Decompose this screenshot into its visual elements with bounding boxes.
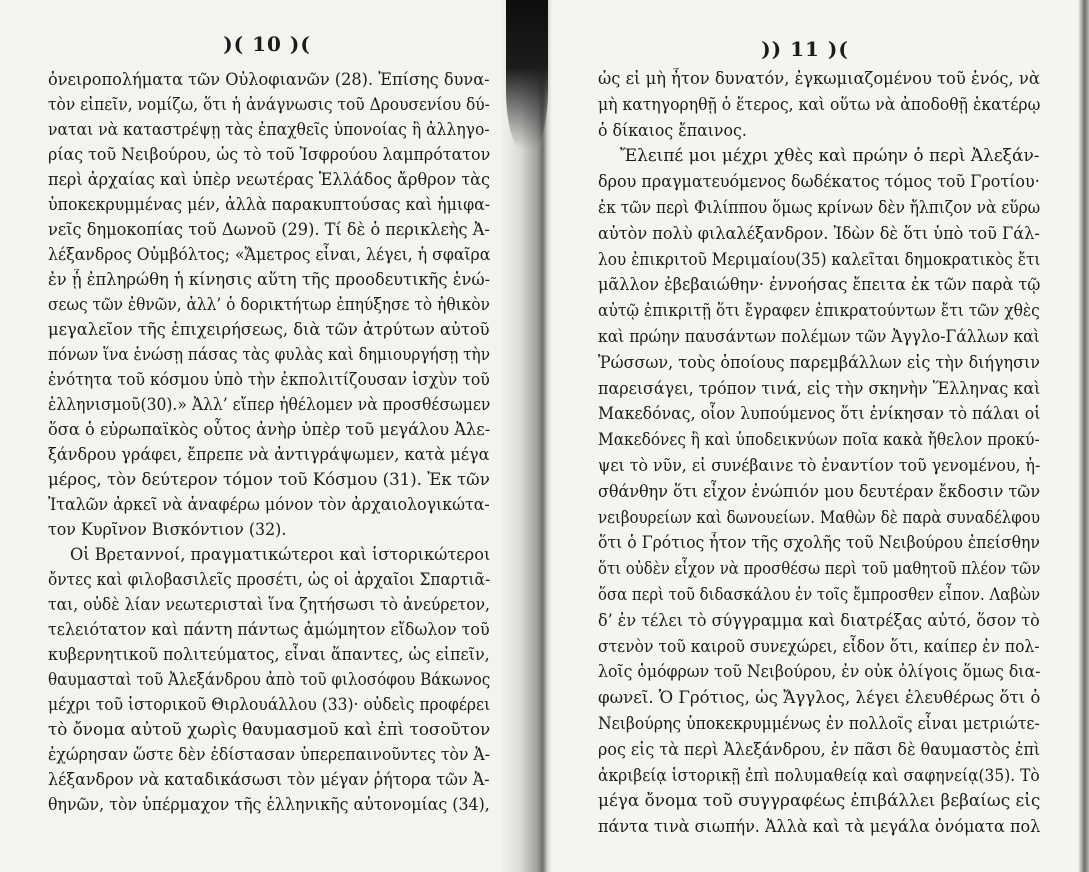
text-line: ὅσα ὁ εὐρωπαϊκὸς οὗτος ἀνὴρ ὑπὲρ τοῦ μεγάλου Ἀλε- bbox=[48, 420, 490, 440]
text-line: σεως τῶν ἐθνῶν, ἀλλ’ ὁ δορικτήτωρ ἐπηύξησε τὸ ἠθικὸν bbox=[48, 295, 490, 315]
text-line: τον Κυρῖνον Βισκόντιον (32). bbox=[48, 520, 287, 540]
text-line: ὄντες καὶ φιλοβασιλεῖς προσέτι, ὡς οἱ ἀρχαῖοι Σπαρτιᾶ- bbox=[48, 570, 490, 590]
text-line: τὸν εἰπεῖν, νομίζω, ὅτι ἡ ἀνάγνωσις τοῦ Δρουσενίου δύ- bbox=[48, 95, 490, 115]
text-line: Ἔλειπέ μοι μέχρι χθὲς καὶ πρώην ὁ περὶ Ἀλεξάν- bbox=[620, 146, 1040, 167]
text-line: Ἰταλῶν ἀρκεῖ νὰ ἀναφέρω μόνον τὸν ἀρχαιολογικώτα- bbox=[48, 495, 490, 515]
text-line: αὐτὸν πολὺ φιλαλέξανδρον. Ἰδὼν δὲ ὅτι ὑπὸ τοῦ Γάλ- bbox=[598, 223, 1040, 244]
text-line: Νειβούρης ὑποκεκρυμμένως ἐν πολλοῖς εἶναι μετριώτε- bbox=[598, 713, 1040, 734]
text-line: νεῖς δημοκοπίας τοῦ Δωνοῦ (29). Τί δὲ ὁ περικλεὴς Ἀ- bbox=[48, 220, 490, 240]
text-line: ὁ δίκαιος ἔπαινος. bbox=[598, 120, 747, 141]
text-line: δ’ ἐν τέλει τὸ σύγγραμμα καὶ διατρέξας αὐτό, ὅσον τὸ bbox=[598, 610, 1040, 631]
text-line: ἐκ τῶν περὶ Φιλίππου ὅμως κρίνων δὲν ἤλπιζον νὰ εὕρω bbox=[598, 197, 1040, 218]
right-text-column bbox=[598, 67, 1040, 841]
text-line: τελειότατον καὶ πάντη πάντως ἀμώμητον εἴδωλον τοῦ bbox=[48, 620, 490, 640]
text-line: καὶ πρώην παυσάντων πολέμων τῶν Ἀγγλο-Γάλλων καὶ bbox=[598, 326, 1040, 347]
text-line: ἑνότητα τοῦ κόσμου ὑπὸ τὴν ἐκπολιτίζουσαν ἰσχὺν τοῦ bbox=[48, 370, 490, 390]
text-line: φωνεῖ. Ὁ Γρότιος, ὡς Ἄγγλος, λέγει ἐλευθέρως ὅτι ὁ bbox=[598, 688, 1040, 709]
text-line: Μακεδόνας, οἷον λυπούμενος ὅτι ἐνίκησαν τὸ πάλαι οἱ bbox=[598, 404, 1040, 425]
text-line: ὅτι οὐδὲν εἶχον νὰ προσθέσω περὶ τοῦ μαθητοῦ πλέον τῶν bbox=[598, 559, 1040, 580]
text-line: ρος εἰς τὰ περὶ Ἀλεξάνδρου, ἐν πᾶσι δὲ θαυμαστὸς ἐπὶ bbox=[598, 739, 1040, 760]
text-line: θαυμασταὶ τοῦ Ἀλεξάνδρου ἀπὸ τοῦ φιλοσόφου Βάκωνος bbox=[48, 670, 490, 690]
text-line: παρεισάγει, τρόπον τινά, εἰς τὴν σκηνὴν Ἕλληνας καὶ bbox=[598, 378, 1040, 399]
text-line: ὀνειροπολήματα τῶν Οὐλοφιανῶν (28). Ἐπίσης δυνα- bbox=[48, 70, 490, 90]
text-line: Οἱ Βρεταννοί, πραγματικώτεροι καὶ ἱστορικώτεροι bbox=[70, 545, 490, 565]
text-line: σθάνθην ὅτι εἶχον ἐνώπιόν μου δευτέραν ἔκδοσιν τῶν bbox=[598, 481, 1040, 502]
text-line: μέρος, τὸν δεύτερον τόμον τοῦ Κόσμου (31). Ἐκ τῶν bbox=[48, 470, 490, 490]
page-number-right: )) 11 )( bbox=[761, 37, 849, 61]
text-line: ρίας τοῦ Νειβούρου, ὡς τὸ τοῦ Ἰσφρούου λαμπρότατον bbox=[48, 145, 490, 165]
text-line: ξάνδρου γράφει, ἔπρεπε νὰ ἀντιγράψωμεν, κατὰ μέγα bbox=[48, 445, 490, 465]
text-line: ται, οὐδὲ λίαν νεωτερισταὶ ἵνα ζητήσωσι τὸ ἀνεύρετον, bbox=[48, 595, 490, 615]
text-line: ἑλληνισμοῦ(30).» Ἀλλ’ εἴπερ ἠθέλομεν νὰ προσθέσωμεν bbox=[48, 395, 490, 415]
text-line: λοῖς ὁμόφρων τοῦ Νειβούρου, ἐν οὐκ ὀλίγοις ὅμως δια- bbox=[598, 662, 1040, 683]
text-line: ἐχώρησαν ὥστε δὲν ἐδίστασαν ὑπερεπαινοῦντες τὸν Ἀ- bbox=[48, 745, 490, 765]
text-line: ἐν ᾗ ἐπληρώθη ἡ κίνησις αὕτη τῆς προοδευτικῆς ἑνώ- bbox=[48, 270, 490, 290]
text-line: ὅτι ὁ Γρότιος ἦτον τῆς σχολῆς τοῦ Νειβούρου ἐπείσθην bbox=[598, 533, 1040, 554]
text-line: τὸ ὄνομα αὐτοῦ χωρὶς θαυμασμοῦ καὶ ἐπὶ τοσοῦτον bbox=[48, 720, 490, 740]
page-number-left: )( 10 )( bbox=[223, 32, 311, 56]
text-line: κυβερνητικοῦ πολιτεύματος, εἶναι ἅπαντες, ὡς εἰπεῖν, bbox=[48, 645, 490, 665]
page-edge-shadow bbox=[1078, 0, 1089, 872]
text-line: νειβουρείων καὶ δωνουείων. Μαθὼν δὲ παρὰ συναδέλφου bbox=[598, 507, 1040, 528]
text-line: περὶ ἀρχαίας καὶ ὑπὲρ νεωτέρας Ἑλλάδος ἄρθρον τὰς bbox=[48, 170, 490, 190]
text-line: θηνῶν, τὸν ὑπέρμαχον τῆς ἑλληνικῆς αὐτονομίας (34), bbox=[48, 795, 490, 815]
text-line: ἀκριβείᾳ ἱστορικῇ ἐπὶ πολυμαθείᾳ καὶ σαφηνείᾳ(35). Τὸ bbox=[598, 765, 1040, 786]
paragraph bbox=[48, 543, 490, 818]
text-line: λέξανδρον νὰ καταδικάσωσι τὸν μέγαν ῥήτορα τῶν Ἀ- bbox=[48, 770, 490, 790]
text-line: ὑποκεκρυμμένας μέν, ἀλλὰ παρακυπτούσας καὶ ἡμιφα- bbox=[48, 195, 490, 215]
paragraph bbox=[598, 144, 1040, 841]
text-line: Μακεδόνες ἢ καὶ ὑποδεικνύων ποῖα κακὰ ἤθελον προκύ- bbox=[598, 430, 1040, 451]
text-line: ὅσα περὶ τοῦ διδασκάλου ἐν τοῖς ἔμπροσθεν εἶπον. Λαβὼν bbox=[598, 584, 1040, 605]
paragraph bbox=[48, 68, 490, 543]
text-line: ψει τὸ νῦν, εἰ συνέβαινε τὸ ἐναντίον τοῦ γενομένου, ἠ- bbox=[598, 455, 1040, 476]
paragraph bbox=[598, 67, 1040, 144]
text-line: μᾶλλον ἐβεβαιώθην· ἐννοήσας ἔπειτα ἐκ τῶν παρὰ τῷ bbox=[598, 275, 1040, 296]
text-line: μέγα ὄνομα τοῦ συγγραφέως ἐπιβάλλει βεβαίως εἰς bbox=[598, 791, 1040, 812]
binding-shadow bbox=[506, 0, 548, 150]
text-line: μέχρι τοῦ ἱστορικοῦ Θιρλουάλλου (33)· οὐδεὶς προφέρει bbox=[48, 695, 490, 715]
text-line: δρου πραγματευόμενος δωδέκατος τόμος τοῦ Γροτίου· bbox=[598, 172, 1040, 193]
left-text-column bbox=[48, 68, 490, 818]
text-line: μὴ κατηγορηθῇ ὁ ἕτερος, καὶ οὕτω νὰ ἀποδοθῇ ἑκατέρῳ bbox=[598, 94, 1040, 115]
text-line: λέξανδρος Οὐμβόλτος; «Ἄμετρος εἶναι, λέγει, ἡ σφαῖρα bbox=[48, 245, 490, 265]
text-line: ναται νὰ καταστρέψῃ τὰς ἐπαχθεῖς ὑπονοίας ἢ ἀλληγο- bbox=[48, 120, 490, 140]
text-line: μεγαλεῖον τῆς ἐπιχειρήσεως, διὰ τῶν ἀτρύτων αὐτοῦ bbox=[48, 320, 490, 340]
text-line: ὡς εἰ μὴ ἦτον δυνατόν, ἐγκωμιαζομένου τοῦ ἑνός, νὰ bbox=[598, 69, 1040, 89]
text-line: λου ἐπικριτοῦ Μεριμαίου(35) καλεῖται δημοκρατικὸς ἔτι bbox=[598, 249, 1040, 270]
text-line: πάντα τινὰ σιωπήν. Ἀλλὰ καὶ τὰ μεγάλα ὀνόματα πολ bbox=[598, 817, 1040, 838]
text-line: πόνων ἵνα ἑνώσῃ πάσας τὰς φυλὰς καὶ δημιουργήσῃ τὴν bbox=[48, 345, 490, 365]
text-line: στενὸν τοῦ καιροῦ συνεχώρει, εἶδον ὅτι, καίπερ ἐν πολ- bbox=[598, 636, 1040, 657]
text-line: αὐτῷ ἐπικριτῇ ὅτι ἔγραφεν ἐπικρατούντων ἔτι τῶν χθὲς bbox=[598, 301, 1040, 322]
text-line: Ῥώσσων, τοὺς ὁποίους παρεμβάλλων εἰς τὴν διήγησιν bbox=[598, 352, 1040, 373]
